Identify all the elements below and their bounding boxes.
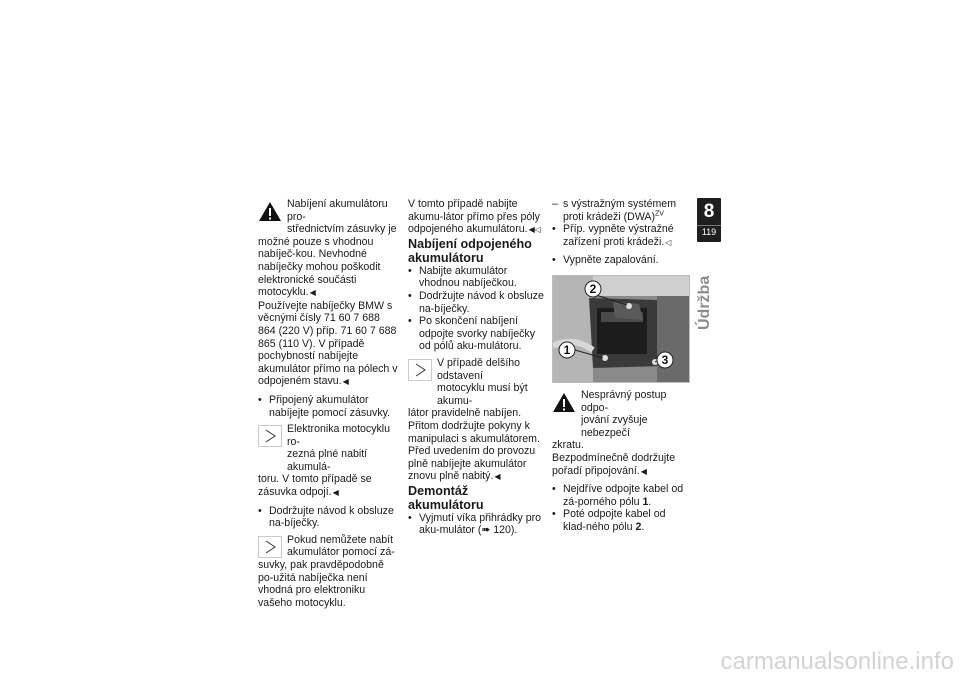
list-item: • Nabijte akumulátor vhodnou nabíječkou.: [408, 265, 546, 290]
column-1: [258, 198, 400, 609]
charge-directly-text: V tomto případě nabijte akumu-látor přímo přes póly odpojeného akumulátoru.◀◁: [408, 198, 541, 236]
photo-label-1: [559, 342, 575, 358]
warning-triangle-icon: [258, 200, 282, 222]
warning-lead: Nabíjení akumulátoru pro-: [287, 198, 388, 223]
warning-triangle-icon: [552, 391, 576, 413]
charger-info-text: Používejte nabíječky BMW s věcnými čísly 71 60 7 688 864 (220 V) příp. 71 60 7 688 865 (110 V). V případě pochybností nabíjejte akumulátor přímo na pólech v odpojeném stavu.◀: [258, 299, 398, 388]
list-item: • Připojený akumulátor nabíjejte pomocí zásuvky.: [258, 394, 400, 419]
section-number: 8: [703, 201, 715, 222]
hint-triangle-icon: [258, 425, 282, 447]
list-item: • Vyjmutí víka přihrádky pro aku-mulátor (➠ 120).: [408, 512, 546, 537]
order-instruction-text: Bezpodmínečně dodržujte pořadí připojování.◀: [552, 451, 676, 477]
hint-body: toru. V tomto případě se zásuvka odpojí.◀: [258, 473, 372, 499]
hint-lead: Pokud nemůžete nabít: [287, 533, 394, 546]
hint-lead: V případě delšího odstavení: [437, 356, 521, 382]
hint-note-electronics: [258, 423, 400, 500]
list-item: • Dodržujte návod k obsluze na-bíječky.: [408, 290, 546, 315]
heading-charging-disconnected: Nabíjení odpojeného akumulátoru: [408, 236, 532, 265]
hint-note-charger: [258, 534, 400, 610]
warning-lead: Nesprávný postup odpo-: [581, 388, 667, 414]
list-item: • Příp. vypněte výstražné zařízení proti krádeži.◁: [552, 223, 690, 249]
hint-lead-2: zezná plné nabití akumulá-: [287, 448, 368, 473]
list-item: • Vypněte zapalování.: [552, 254, 690, 267]
photo-label-2: [585, 281, 601, 297]
warning-lead-2: jování zvyšuje nebezpečí: [581, 414, 648, 439]
list-item: • Nejdříve odpojte kabel od zá-porného pólu 1.: [552, 483, 690, 508]
warning-body: možné pouze s vhodnou nabíječ-kou. Nevhodné nabíječky mohou poškodit elektronické součásti motocyklu.◀: [258, 235, 381, 299]
end-triangle-icon: ◀: [640, 466, 647, 476]
warning-body: zkratu.: [552, 439, 584, 452]
page-number: 119: [697, 225, 721, 237]
photo-label-3: [657, 352, 673, 368]
hint-note-storage: [408, 357, 546, 484]
hint-lead-2: akumulátor pomocí zá-: [287, 546, 395, 559]
end-triangle-icon: ◀◁: [528, 225, 541, 235]
hint-lead: Elektronika motocyklu ro-: [287, 423, 391, 448]
end-triangle-icon: ◁: [665, 237, 672, 247]
end-triangle-icon: ◀: [494, 472, 501, 482]
side-chapter-title: Údržba: [696, 275, 713, 330]
column-2: [408, 198, 546, 537]
svg-text:1: 1: [563, 342, 571, 357]
hint-body: látor pravidelně nabíjen. Přitom dodržujte pokyny k manipulaci s akumulátorem. Před uvedením do provozu plně nabíjejte akumulátor znovu plně nabitý.◀: [408, 407, 540, 483]
watermark: carmanualsonline.info: [720, 648, 954, 675]
list-item-dwa: – s výstražným systémem proti krádeži (DWA)$^{ZV}$: [552, 198, 690, 223]
end-triangle-icon: ◀: [332, 488, 339, 498]
svg-text:2: 2: [589, 281, 597, 296]
end-triangle-icon: ◀: [342, 377, 349, 387]
list-item: • Dodržujte návod k obsluze na-bíječky.: [258, 505, 400, 530]
list-item: • Poté odpojte kabel od klad-ného pólu 2.: [552, 508, 690, 533]
list-item: • Po skončení nabíjení odpojte svorky nabíječky od pólů aku-mulátoru.: [408, 315, 546, 353]
hint-triangle-icon: [258, 536, 282, 558]
warning-note-short-circuit: [552, 389, 690, 452]
column-3: [552, 198, 690, 534]
battery-compartment-photo: [552, 275, 690, 383]
hint-body: suvky, pak pravděpodobně po-užitá nabíječka není vhodná pro elektroniku vašeho motocyklu.: [258, 559, 384, 609]
end-triangle-icon: ◀: [309, 288, 316, 298]
hint-lead-2: motocyklu musí být akumu-: [437, 382, 528, 407]
hint-triangle-icon: [408, 359, 432, 381]
warning-note-charging: [258, 198, 400, 300]
warning-lead-2: střednictvím zásuvky je: [287, 223, 397, 236]
section-tab: [697, 198, 721, 242]
svg-text:3: 3: [661, 352, 669, 367]
heading-battery-removal: Demontáž akumulátoru: [408, 483, 484, 512]
